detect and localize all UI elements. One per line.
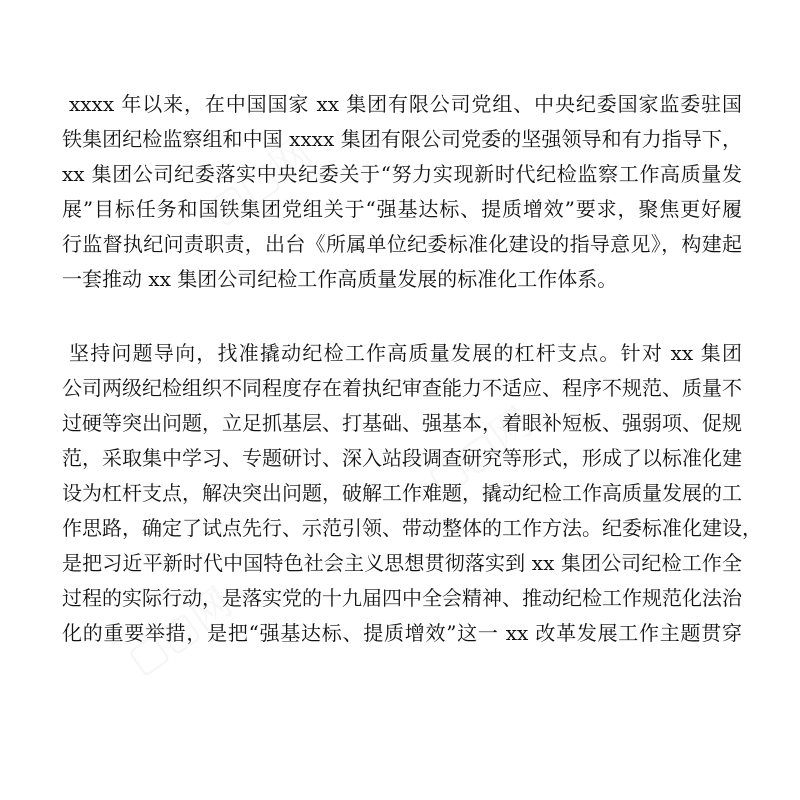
watermark: ▢▢网 — [419, 399, 541, 504]
paragraph-2 — [62, 336, 762, 651]
text-line: xxxx 年以来，在中国国家 xx 集团有限公司党组、中央纪委国家监委驻国 — [69, 92, 742, 116]
text-line: 行监督执纪问责职责，出台《所属单位纪委标准化建设的指导意见》，构建起 — [62, 232, 742, 256]
paragraph-1 — [62, 87, 742, 297]
text-line: 一套推动 xx 集团公司纪检工作高质量发展的标准化工作体系。 — [62, 267, 618, 291]
text-line: 铁集团纪检监察组和中国 xxxx 集团有限公司党委的坚强领导和有力指导下， — [62, 127, 742, 151]
text-line: 展”目标任务和国铁集团党组关于“强基达标、提质增效”要求，聚焦更好履 — [62, 197, 742, 221]
text-line: 范，采取集中学习、专题研讨、深入站段调查研究等形式，形成了以标准化建 — [62, 446, 742, 470]
text-line: xx 集团公司纪委落实中央纪委关于“努力实现新时代纪检监察工作高质量发 — [62, 162, 742, 186]
watermark: ▢▢网 — [199, 129, 321, 234]
text-line: 设为杠杆支点，解决突出问题，破解工作难题，撬动纪检工作高质量发展的工 — [62, 481, 742, 505]
watermark: ▢▢网 — [119, 579, 241, 684]
text-line: 过程的实际行动，是落实党的十九届四中全会精神、推动纪检工作规范化法治 — [62, 586, 742, 610]
text-line: 作思路，确定了试点先行、示范引领、带动整体的工作方法。纪委标准化建设， — [62, 516, 762, 540]
text-line: 坚持问题导向，找准撬动纪检工作高质量发展的杠杆支点。针对 xx 集团 — [69, 341, 742, 365]
text-line: 过硬等突出问题，立足抓基层、打基础、强基本，着眼补短板、强弱项、促规 — [62, 411, 742, 435]
text-line: 化的重要举措，是把“强基达标、提质增效”这一 xx 改革发展工作主题贯穿 — [62, 621, 742, 645]
text-line: 公司两级纪检组织不同程度存在着执纪审查能力不适应、程序不规范、质量不 — [62, 376, 742, 400]
text-line: 是把习近平新时代中国特色社会主义思想贯彻落实到 xx 集团公司纪检工作全 — [62, 551, 742, 575]
